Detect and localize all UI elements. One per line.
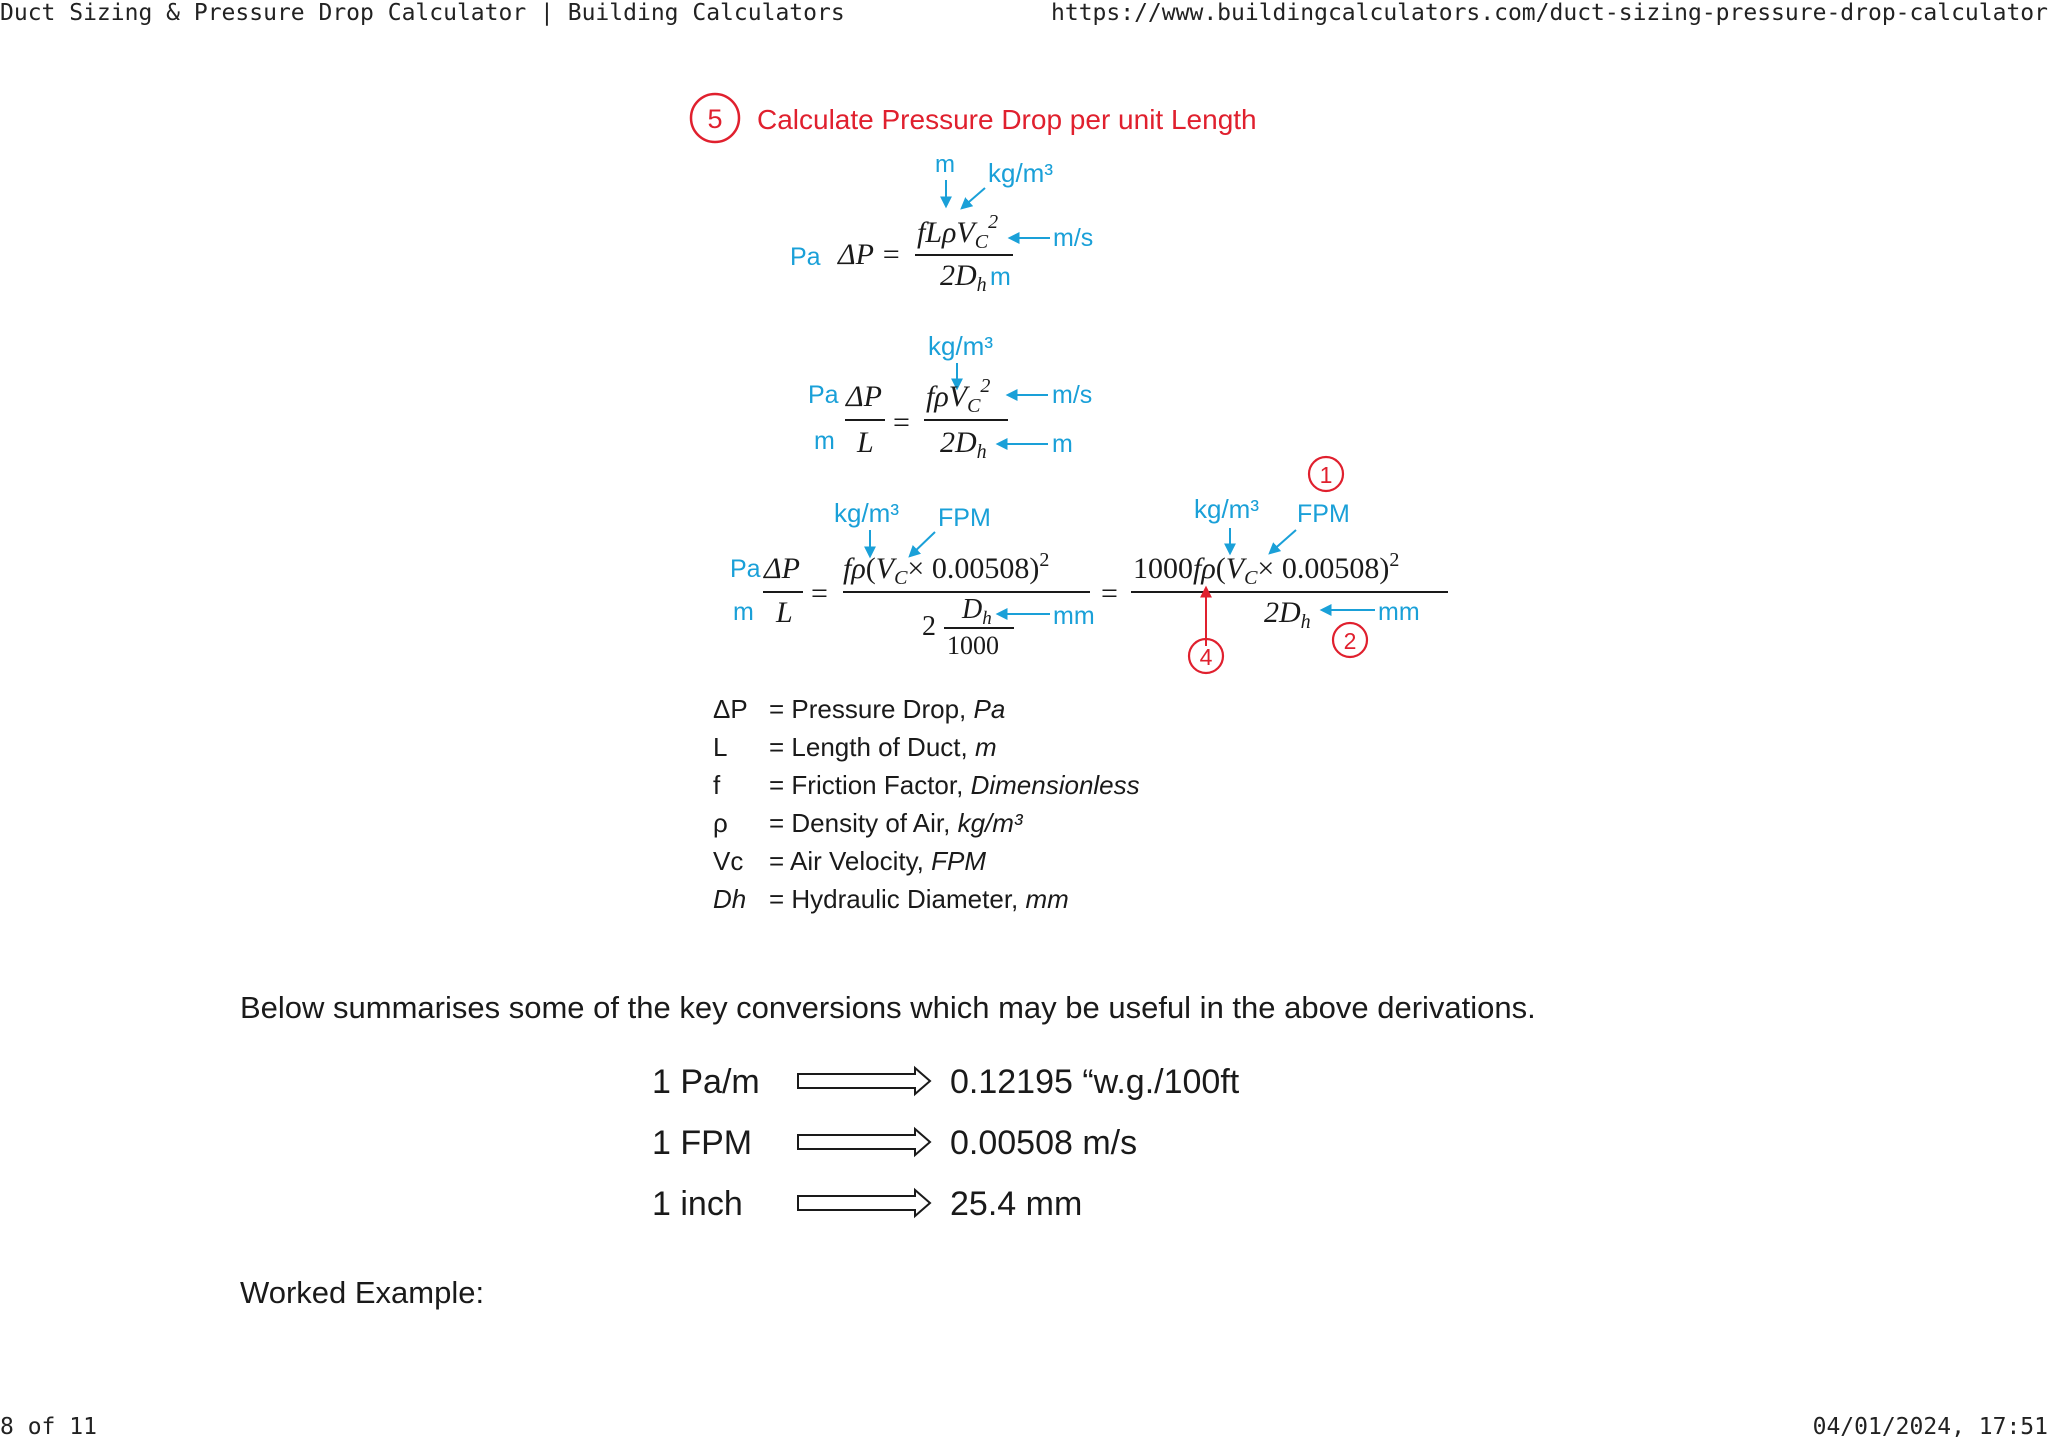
eq3-unit-m: m [733, 598, 754, 626]
svg-text:=: = [893, 406, 910, 439]
svg-text:fρVC2: fρV$_C^2$ [926, 375, 991, 417]
conversion-to: 0.00508 m/s [950, 1124, 1138, 1162]
svg-text:ΔP =: ΔP = [838, 238, 902, 271]
legend-desc: = Hydraulic Diameter, [769, 884, 1026, 914]
svg-text:=: = [811, 577, 828, 610]
print-timestamp: 04/01/2024, 17:51 [1812, 1414, 2048, 1440]
legend-unit: m [974, 732, 997, 762]
summary-paragraph: Below summarises some of the key conversions which may be useful in the above derivations. [240, 990, 1536, 1025]
conversion-from: 1 FPM [652, 1124, 753, 1162]
eq2-unit-velocity: m/s [1052, 381, 1093, 409]
svg-text:2Dh: $2D_h$ [940, 426, 987, 463]
svg-text:L: L [776, 596, 793, 629]
svg-text:2Dh: $2D_h$ [1264, 596, 1311, 633]
legend-symbol: ΔP [713, 694, 748, 724]
svg-text:L: L [857, 426, 874, 459]
svg-text:2Dh: $2D_h$ [940, 259, 987, 296]
marker-4: 4 [1199, 644, 1213, 670]
page-title: Duct Sizing & Pressure Drop Calculator | Building Calculators [0, 0, 845, 26]
svg-text:2: 2 [922, 611, 936, 642]
conversion-to: 25.4 mm [950, 1185, 1083, 1223]
svg-text:ΔP: ΔP [846, 380, 882, 413]
legend-unit: mm [1025, 884, 1069, 914]
conversion-from: 1 inch [652, 1185, 743, 1223]
eq3-fpm-a: FPM [938, 504, 991, 532]
legend-desc: = Friction Factor, [769, 770, 971, 800]
eq1-unit-length: m [990, 263, 1011, 291]
legend-symbol: ρ [713, 808, 728, 838]
conversion-to: 0.12195 “w.g./100ft [950, 1063, 1240, 1101]
eq3-mm-b: mm [1378, 598, 1420, 626]
eq2-unit-dh: m [1052, 430, 1073, 458]
eq2-unit-density: kg/m³ [928, 331, 993, 361]
eq1-unit-m-top: m [935, 151, 955, 178]
legend-unit: kg/m³ [957, 808, 1023, 838]
page-counter: 8 of 11 [0, 1414, 97, 1440]
legend-unit: Pa [973, 694, 1006, 724]
double-arrow-icon [798, 1129, 930, 1155]
legend-desc: = Pressure Drop, [769, 694, 974, 724]
eq1-unit-velocity: m/s [1053, 224, 1094, 252]
eq1-unit-density: kg/m³ [988, 158, 1053, 188]
page-url: https://www.buildingcalculators.com/duct-sizing-pressure-drop-calculator [1051, 0, 2048, 26]
eq2-unit-pa: Pa [808, 381, 839, 409]
conversion-from: 1 Pa/m [652, 1063, 760, 1101]
legend-symbol: Dh [713, 884, 747, 914]
legend-symbol: Vc [713, 846, 744, 876]
svg-text:fρ(VC× 0.00508)2: $f\rho(V_C\times 0.00508)^2$ [843, 549, 1050, 589]
legend-desc: = Length of Duct, [769, 732, 975, 762]
eq2-unit-m: m [814, 427, 835, 455]
eq1-unit-pa: Pa [790, 243, 821, 271]
double-arrow-icon [798, 1190, 930, 1216]
step-number: 5 [707, 104, 723, 134]
svg-text:1000fρ(VC× 0.00508)2: $1000f\rho(V_C\times 0.00508)^2$ [1133, 549, 1400, 589]
eq3-density-a: kg/m³ [834, 498, 899, 528]
eq3-fpm-b: FPM [1297, 500, 1350, 528]
legend-unit: Dimensionless [970, 770, 1140, 800]
eq3-mm-a: mm [1053, 602, 1095, 630]
marker-2: 2 [1343, 628, 1357, 654]
svg-text:Dh: $D_h$ [962, 594, 992, 629]
eq3-density-b: kg/m³ [1194, 494, 1259, 524]
step-title: Calculate Pressure Drop per unit Length [757, 104, 1257, 135]
svg-text:=: = [1101, 577, 1118, 610]
legend-desc: = Air Velocity, [769, 846, 932, 876]
svg-text:1000: 1000 [947, 631, 999, 660]
svg-text:fLρVC2: fLρV$_C^2$ [917, 211, 999, 253]
eq3-unit-pa: Pa [730, 555, 761, 583]
marker-1: 1 [1319, 462, 1333, 488]
svg-text:ΔP: ΔP [764, 552, 800, 585]
legend-desc: = Density of Air, [769, 808, 958, 838]
legend-symbol: L [713, 732, 728, 762]
double-arrow-icon [798, 1068, 930, 1094]
legend-unit: FPM [931, 846, 986, 876]
legend-symbol: f [713, 770, 721, 800]
worked-example-heading: Worked Example: [240, 1275, 485, 1310]
